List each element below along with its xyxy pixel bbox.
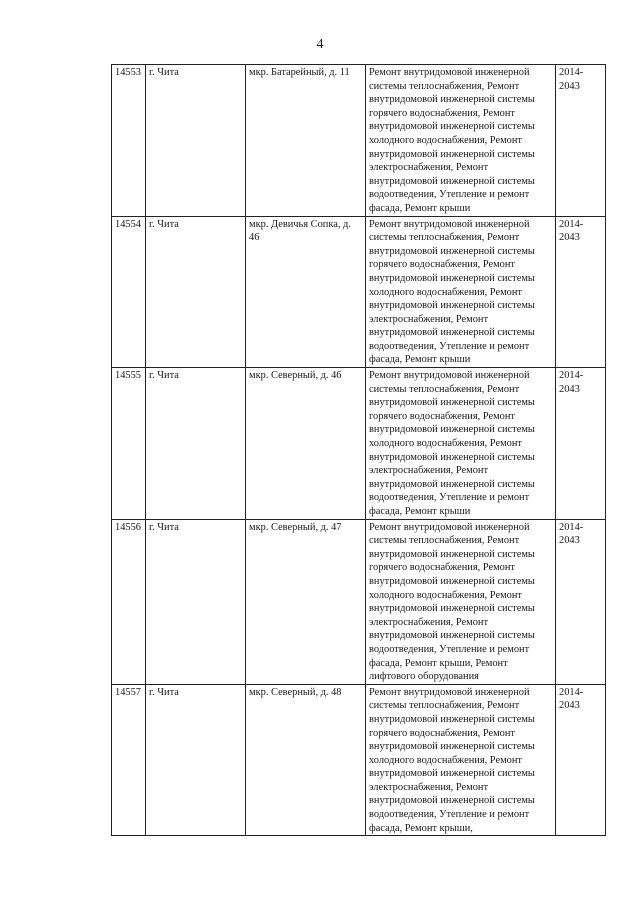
address-cell: мкр. Северный, д. 46: [246, 368, 366, 520]
row-number: 14555: [112, 368, 146, 520]
works-cell: Ремонт внутридомовой инженерной системы теплоснабжения, Ремонт внутридомовой инженерной системы горячего водоснабжения, Ремонт внутридомовой инженерной системы холодного водоснабжения, Ремонт внутридомовой инженерной системы электроснабжения, Ремонт внутридомовой инженерной системы водоотведения, Утепление и ремонт фасада, Ремонт крыши,: [366, 684, 556, 836]
city-cell: г. Чита: [146, 519, 246, 684]
period-cell: 2014-2043: [556, 519, 606, 684]
works-cell: Ремонт внутридомовой инженерной системы теплоснабжения, Ремонт внутридомовой инженерной системы горячего водоснабжения, Ремонт внутридомовой инженерной системы холодного водоснабжения, Ремонт внутридомовой инженерной системы электроснабжения, Ремонт внутридомовой инженерной системы водоотведения, Утепление и ремонт фасада, Ремонт крыши: [366, 368, 556, 520]
works-cell: Ремонт внутридомовой инженерной системы теплоснабжения, Ремонт внутридомовой инженерной системы горячего водоснабжения, Ремонт внутридомовой инженерной системы холодного водоснабжения, Ремонт внутридомовой инженерной системы электроснабжения, Ремонт внутридомовой инженерной системы водоотведения, Утепление и ремонт фасада, Ремонт крыши, Ремонт лифтового оборудования: [366, 519, 556, 684]
period-cell: 2014-2043: [556, 684, 606, 836]
works-cell: Ремонт внутридомовой инженерной системы теплоснабжения, Ремонт внутридомовой инженерной системы горячего водоснабжения, Ремонт внутридомовой инженерной системы холодного водоснабжения, Ремонт внутридомовой инженерной системы электроснабжения, Ремонт внутридомовой инженерной системы водоотведения, Утепление и ремонт фасада, Ремонт крыши: [366, 216, 556, 368]
row-number: 14553: [112, 65, 146, 217]
table-row: [112, 65, 606, 217]
address-cell: мкр. Северный, д. 47: [246, 519, 366, 684]
table-row: [112, 684, 606, 836]
period-cell: 2014-2043: [556, 216, 606, 368]
address-cell: мкр. Девичья Сопка, д. 46: [246, 216, 366, 368]
city-cell: г. Чита: [146, 684, 246, 836]
row-number: 14556: [112, 519, 146, 684]
period-cell: 2014-2043: [556, 65, 606, 217]
page-number: 4: [316, 37, 324, 52]
works-cell: Ремонт внутридомовой инженерной системы теплоснабжения, Ремонт внутридомовой инженерной системы горячего водоснабжения, Ремонт внутридомовой инженерной системы холодного водоснабжения, Ремонт внутридомовой инженерной системы электроснабжения, Ремонт внутридомовой инженерной системы водоотведения, Утепление и ремонт фасада, Ремонт крыши: [366, 65, 556, 217]
city-cell: г. Чита: [146, 216, 246, 368]
repair-schedule-table: [111, 64, 606, 836]
row-number: 14557: [112, 684, 146, 836]
city-cell: г. Чита: [146, 368, 246, 520]
table-row: [112, 368, 606, 520]
address-cell: мкр. Северный, д. 48: [246, 684, 366, 836]
table-row: [112, 519, 606, 684]
address-cell: мкр. Батарейный, д. 11: [246, 65, 366, 217]
period-cell: 2014-2043: [556, 368, 606, 520]
table-row: [112, 216, 606, 368]
city-cell: г. Чита: [146, 65, 246, 217]
row-number: 14554: [112, 216, 146, 368]
